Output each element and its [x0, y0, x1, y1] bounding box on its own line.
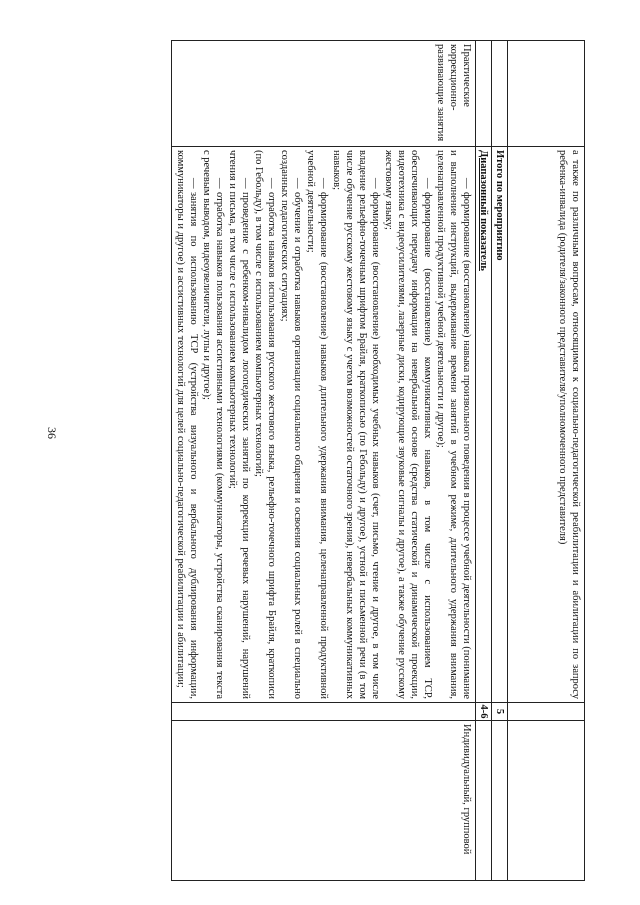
table-row [508, 41, 585, 881]
list-item: —занятия по использованию ТСР (устройства визуального и вербального дублирования информации, коммуникаторы и другое) и ассистивных технологий для целей социально-педагогической реабилитации и абилитации; [175, 150, 199, 699]
range-value: 4-6 [476, 703, 492, 721]
range-label: Диапазонный показатель [476, 147, 492, 703]
activity-items [172, 147, 476, 703]
cell-empty [508, 703, 585, 721]
list-item: —формирование (восстановление) коммуникативных навыков, в том числе с использованием ТСР, обеспечивающих передачу информации на невербальной основе (средства статической и динамической проекции, видеотехника с видеоусилителями, лазерные диски, кодирующие звуковые сигналы и другое), а также обучение русскому жестовому языку; [383, 150, 433, 699]
activity-form: Индивидуальный, групповой [172, 721, 476, 881]
cell-empty [476, 721, 492, 881]
table-row [476, 41, 492, 881]
list-item: —отработка навыков пользования ассистивными технологиями (коммуникаторы, устройства сканирования текста с речевым выводом, видеоувеличители, лупы и другое); [201, 150, 225, 699]
cell-empty [492, 41, 508, 147]
list-item: —формирование (восстановление) необходимых учебных навыков (счет, письмо, чтение и другое, в том числе владение рельефно-точечным шрифтом Брайля, краткописью (по Гебольду) и другое), устной и письменной речи (в том числе обучение русскому жестовому языку с учетом возможностей остаточного зрения), невербальных коммуникативных навыков; [331, 150, 381, 699]
table-row [492, 41, 508, 881]
intro-text: а также по различным вопросам, относящимся к социально-педагогической реабилитации и абилитации по запросу ребенка-инвалида (родителя/законного представителя/уполномоченного представителя) [508, 147, 585, 703]
list-item: —обучение и отработка навыков организации социального общения и освоения социальных ролей в специально созданных педагогических ситуациях; [279, 150, 303, 699]
cell-empty [492, 721, 508, 881]
rotated-page [75, 40, 585, 880]
cell-empty [476, 41, 492, 147]
cell-empty [508, 721, 585, 881]
total-label: Итого по мероприятию [492, 147, 508, 703]
rehabilitation-table [171, 40, 585, 881]
cell-empty [172, 703, 476, 721]
activity-name: Практические коррекционно-развивающие занятия [172, 41, 476, 147]
page-number: 36 [45, 427, 59, 439]
list-item: —формирование (восстановление) навыка произвольного поведения в процессе учебной деятельности (понимание и выполнение инструкций, выдерживание времени занятий в учебном режиме, длительного удержания внимания, целенаправленной продуктивной учебной деятельности и другое); [435, 150, 472, 699]
table-row [172, 41, 476, 881]
list-item: —проведение с ребенком-инвалидом логопедических занятий по коррекции речевых нарушений, нарушений чтения и письма, в том числе с использованием компьютерных технологий; [227, 150, 251, 699]
list-item: —отработка навыков использования русского жестового языка, рельефно-точечного шрифта Брайля, краткописи (по Гебольду), в том числе с использованием компьютерных технологий; [253, 150, 277, 699]
list-item: —формирование (восстановление) навыков длительного удержания внимания, целенаправленной продуктивной учебной деятельности; [305, 150, 329, 699]
cell-empty [508, 41, 585, 147]
total-value: 5 [492, 703, 508, 721]
